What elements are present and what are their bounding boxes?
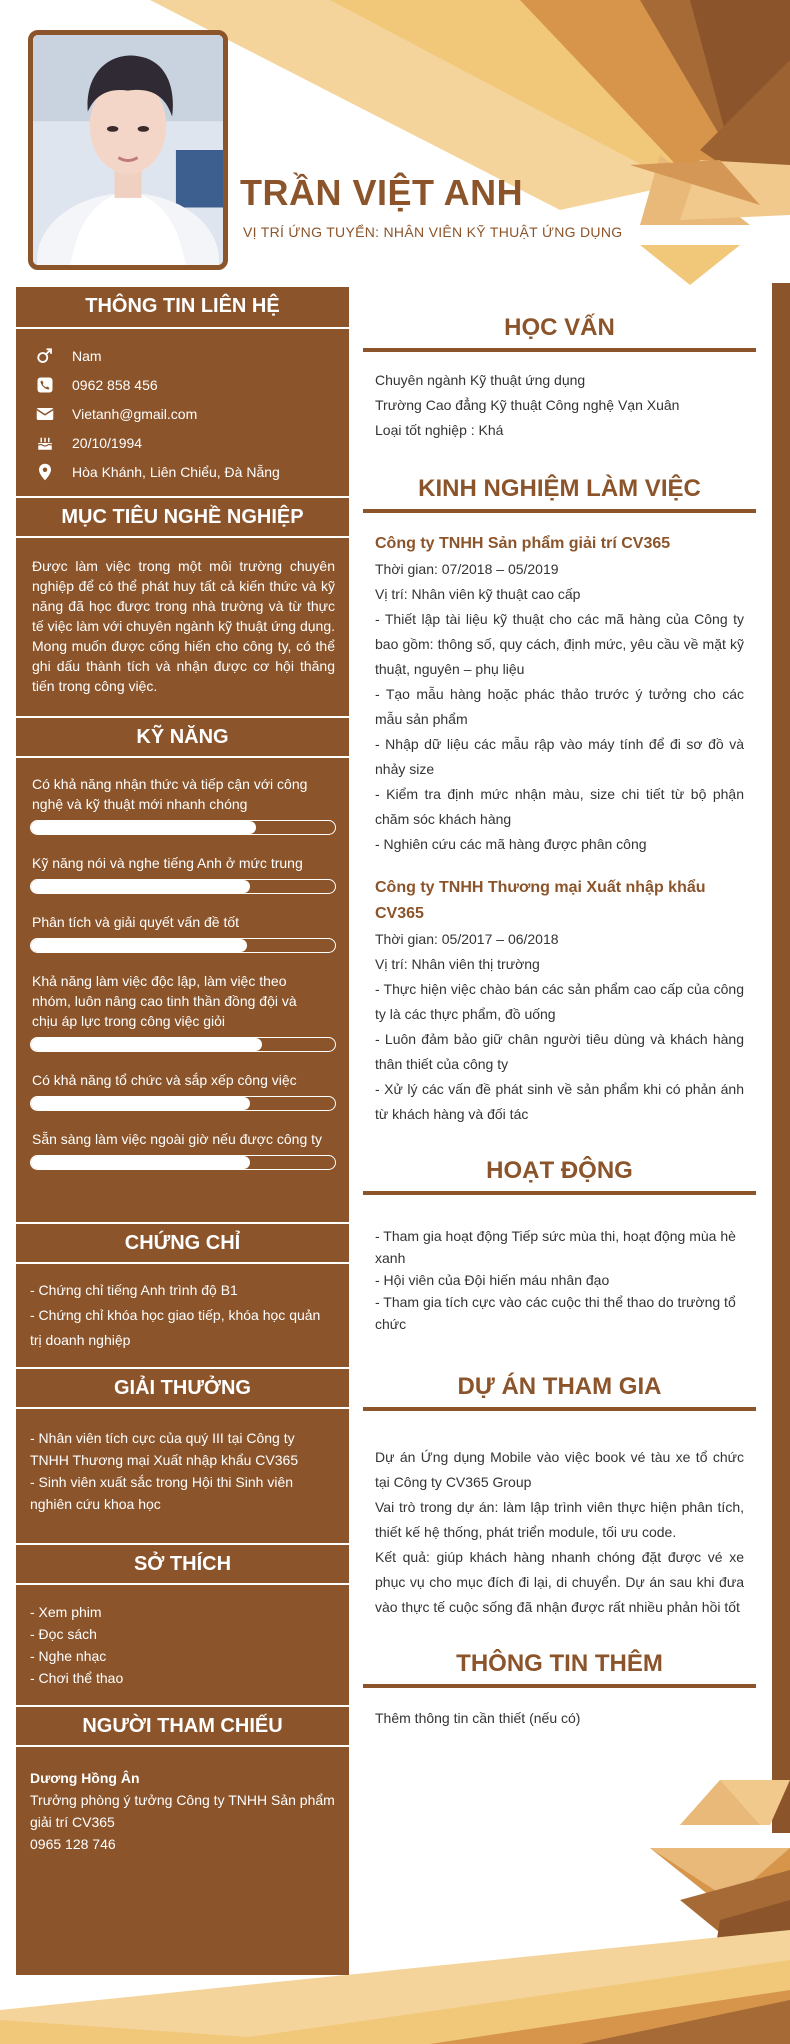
job-company: Công ty TNHH Sản phẩm giải trí CV365 — [375, 535, 671, 552]
skill-bar-fill — [31, 1097, 250, 1110]
contact-title: THÔNG TIN LIÊN HỆ — [16, 287, 349, 329]
candidate-name: TRẦN VIỆT ANH — [240, 172, 524, 213]
contact-address — [30, 457, 333, 486]
skill-bar — [30, 938, 336, 953]
hobbies-title: SỞ THÍCH — [16, 1543, 349, 1585]
skill-bar — [30, 879, 336, 894]
experience-title: KINH NGHIỆM LÀM VIỆC — [363, 475, 756, 513]
skill-bar-fill — [31, 1038, 262, 1051]
contact-address-text: Hòa Khánh, Liên Chiểu, Đà Nẵng — [72, 463, 280, 480]
activity-item: - Tham gia tích cực vào các cuộc thi thể thao do trường tổ chức — [375, 1294, 736, 1332]
contact-gender-text: Nam — [72, 347, 102, 364]
map-marker-icon — [30, 463, 60, 481]
skill-item — [30, 853, 333, 894]
skill-label: Kỹ năng nói và nghe tiếng Anh ở mức trung — [32, 855, 303, 871]
sidebar — [16, 287, 349, 1975]
awards-list — [16, 1409, 349, 1543]
hobbies-list — [16, 1585, 349, 1705]
skill-bar — [30, 1037, 336, 1052]
job-time: Thời gian: 05/2017 – 06/2018 — [375, 931, 559, 947]
skill-bar-fill — [31, 939, 247, 952]
phone-icon — [30, 376, 60, 394]
gender-icon — [30, 347, 60, 365]
job-task: - Tạo mẫu hàng hoặc phác thảo trước ý tưởng cho các mẫu sản phẩm — [375, 686, 744, 727]
skill-label: Có khả năng tổ chức và sắp xếp công việc — [32, 1072, 297, 1088]
contact-email-text: Vietanh@gmail.com — [72, 405, 198, 422]
skill-bar-fill — [31, 880, 250, 893]
job-company: Công ty TNHH Thương mại Xuất nhập khẩu CV365 — [375, 879, 706, 922]
contact-email — [30, 399, 333, 428]
applied-position: VỊ TRÍ ỨNG TUYỂN: NHÂN VIÊN KỸ THUẬT ỨNG DỤNG — [243, 224, 623, 240]
experience-body — [363, 513, 756, 1127]
education-line: Chuyên ngành Kỹ thuật ứng dụng — [375, 372, 586, 388]
hobby-item: - Nghe nhạc — [30, 1648, 107, 1664]
skill-item — [30, 1070, 333, 1111]
projects-body — [363, 1411, 756, 1620]
skill-label: Khả năng làm việc độc lập, làm việc theo nhóm, luôn nâng cao tinh thần đồng đội và chịu áp lực trong công việc giỏi — [32, 973, 297, 1029]
education-title: HỌC VẤN — [363, 314, 756, 352]
skill-item — [30, 912, 333, 953]
objective-title: MỤC TIÊU NGHỀ NGHIỆP — [16, 496, 349, 538]
project-line: Kết quả: giúp khách hàng nhanh chóng đặt được vé xe phục vụ cho mục đích đi lại, di chuyển. Dự án sau khi đưa vào thực tế cuộc sống đã nhận được rất nhiều phản hồi tốt — [375, 1549, 744, 1615]
job-task: - Xử lý các vấn đề phát sinh về sản phẩm khi có phản ánh từ khách hàng và đối tác — [375, 1081, 744, 1122]
job-task: - Nghiên cứu các mã hàng được phân công — [375, 836, 647, 852]
education-line: Trường Cao đẳng Kỹ thuật Công nghệ Vạn Xuân — [375, 397, 680, 413]
profile-photo — [28, 30, 228, 270]
skill-bar — [30, 1155, 336, 1170]
skill-item — [30, 1129, 333, 1170]
contact-list — [16, 329, 349, 490]
more-info-title: THÔNG TIN THÊM — [363, 1650, 756, 1688]
contact-birthday-text: 20/10/1994 — [72, 434, 143, 451]
reference-title: NGƯỜI THAM CHIẾU — [16, 1705, 349, 1747]
award-item: - Sinh viên xuất sắc trong Hội thi Sinh viên nghiên cứu khoa học — [30, 1474, 294, 1512]
activity-item: - Tham gia hoạt động Tiếp sức mùa thi, hoạt động mùa hè xanh — [375, 1228, 736, 1266]
skill-item — [30, 774, 333, 835]
activity-item: - Hội viên của Đội hiến máu nhân đạo — [375, 1272, 610, 1288]
reference-block — [16, 1747, 349, 1869]
job-task: - Kiểm tra định mức nhận màu, size chi tiết từ bộ phận chăm sóc khách hàng — [375, 786, 744, 827]
skill-label: Có khả năng nhận thức và tiếp cận với công nghệ và kỹ thuật mới nhanh chóng — [32, 776, 308, 812]
awards-title: GIẢI THƯỞNG — [16, 1367, 349, 1409]
hobby-item: - Chơi thể thao — [30, 1670, 124, 1686]
main-content — [363, 288, 756, 1731]
certificate-item: - Chứng chỉ tiếng Anh trình độ B1 — [30, 1282, 238, 1298]
envelope-icon — [30, 405, 60, 423]
reference-phone: 0965 128 746 — [30, 1836, 116, 1852]
certificates-title: CHỨNG CHỈ — [16, 1222, 349, 1264]
certificate-item: - Chứng chỉ khóa học giao tiếp, khóa học quản trị doanh nghiệp — [30, 1307, 321, 1348]
skill-item — [30, 971, 333, 1052]
contact-phone — [30, 370, 333, 399]
projects-title: DỰ ÁN THAM GIA — [363, 1373, 756, 1411]
education-body — [363, 352, 756, 443]
project-line: Dự án Ứng dụng Mobile vào việc book vé tàu xe tổ chức tại Công ty CV365 Group — [375, 1449, 744, 1490]
skill-bar-fill — [31, 821, 256, 834]
objective-text: Được làm việc trong một môi trường chuyên nghiệp để có thể phát huy tất cả kiến thức và kỹ năng đã học được trong nhà trường và từ thực tế việc làm với chuyên ngành kỹ thuật ứng dụng. Mong muốn được cống hiến cho công ty, có thể ghi dấu thành tích và nhận được cơ hội thăng tiến trong công việc. — [32, 558, 335, 694]
certificates-list — [16, 1264, 349, 1367]
job-task: - Thiết lập tài liệu kỹ thuật cho các mã hàng của Công ty bao gồm: thông số, quy cách, định mức, yêu cầu về mặt kỹ thuật, nguyên – phụ liệu — [375, 611, 744, 677]
skill-bar-fill — [31, 1156, 250, 1169]
hobby-item: - Đọc sách — [30, 1626, 97, 1642]
skills-title: KỸ NĂNG — [16, 716, 349, 758]
education-line: Loại tốt nghiệp : Khá — [375, 422, 504, 438]
birthday-cake-icon — [30, 434, 60, 452]
job-role: Vị trí: Nhân viên thị trường — [375, 956, 540, 972]
hobby-item: - Xem phim — [30, 1604, 102, 1620]
job-task: - Nhập dữ liệu các mẫu rập vào máy tính để đi sơ đồ và nhảy size — [375, 736, 744, 777]
more-info-text: Thêm thông tin cần thiết (nếu có) — [375, 1710, 581, 1726]
contact-phone-text: 0962 858 456 — [72, 376, 158, 393]
job-task: - Luôn đảm bảo giữ chân người tiêu dùng và khách hàng thân thiết của công ty — [375, 1031, 744, 1072]
contact-gender — [30, 341, 333, 370]
skill-bar — [30, 1096, 336, 1111]
more-info-body — [363, 1688, 756, 1731]
job-time: Thời gian: 07/2018 – 05/2019 — [375, 561, 559, 577]
skills-list — [16, 758, 349, 1204]
activities-body — [363, 1195, 756, 1335]
project-line: Vai trò trong dự án: làm lập trình viên thực hiện phân tích, thiết kế hệ thống, phát triển module, tối ưu code. — [375, 1499, 744, 1540]
reference-role: Trưởng phòng ý tưởng Công ty TNHH Sản phẩm giải trí CV365 — [30, 1792, 335, 1830]
job-role: Vị trí: Nhân viên kỹ thuật cao cấp — [375, 586, 581, 602]
skill-label: Phân tích và giải quyết vấn đề tốt — [32, 914, 240, 930]
contact-birthday — [30, 428, 333, 457]
reference-name: Dương Hồng Ân — [30, 1770, 140, 1786]
award-item: - Nhân viên tích cực của quý III tại Công ty TNHH Thương mại Xuất nhập khẩu CV365 — [30, 1430, 299, 1468]
skill-bar — [30, 820, 336, 835]
activities-title: HOẠT ĐỘNG — [363, 1157, 756, 1195]
skill-label: Sẵn sàng làm việc ngoài giờ nếu được công ty — [32, 1131, 323, 1147]
job-task: - Thực hiện việc chào bán các sản phẩm cao cấp của công ty là các thực phẩm, đồ uống — [375, 981, 744, 1022]
